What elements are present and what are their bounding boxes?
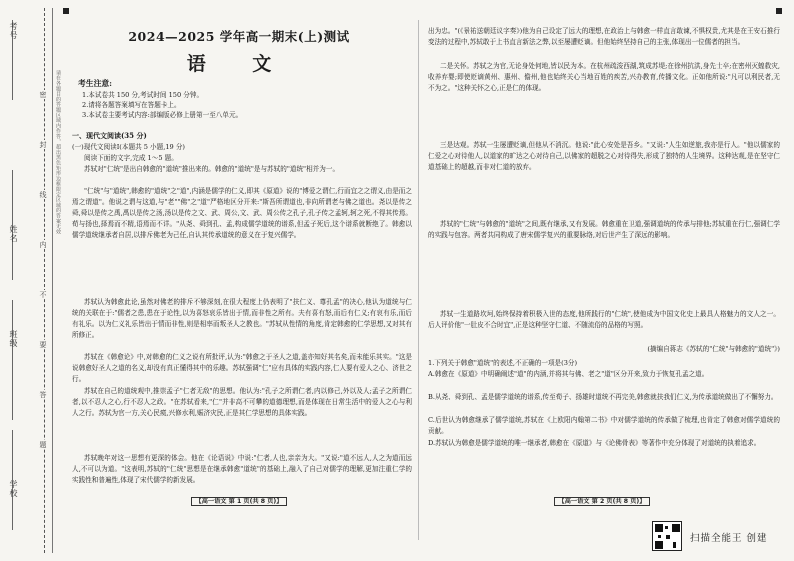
question-option: A.韩愈在《原道》中明确阐述"道"的内涵,并将其与佛、老之"道"区分开来,致力于恢复孔孟之道。 — [428, 370, 709, 378]
notice-item: 3.本试卷主要考试内容:部编版必修上册第一至八单元。 — [82, 111, 243, 119]
seal-word: 线 — [39, 191, 47, 198]
notice-item: 1.本试卷共 150 分,考试时间 150 分钟。 — [82, 91, 204, 99]
passage-paragraph: 苏轼认为韩愈此论,虽然对佛老的排斥不够深刻,在很大程度上仍表明了"扶仁义、尊孔孟"的决心,他认为道统与仁统的关联在于:"儒者之患,患在于论性,以为喜怒哀乐皆出于情,而非性之所有。夫有喜有怒,而后有仁义;有哀有乐,而后有礼乐。以为仁义礼乐皆出于情而非性,则是相率而叛圣人之教也。"苏轼从性情的角度,肯定韩愈的仁学思想,又对其有所修正。 — [72, 298, 412, 339]
seal-word: 不 — [39, 291, 47, 298]
seal-word: 封 — [39, 141, 47, 148]
section-heading: 一、现代文阅读(35 分) — [72, 131, 147, 140]
page-footer-label: 【高一语文 第 1 页(共 8 页)】 — [191, 497, 288, 506]
question-option: D.苏轼认为韩愈是儒学道统的唯一继承者,韩愈在《原道》与《论佛骨表》等著作中充分体现了对道统的执着追求。 — [428, 439, 761, 447]
qr-code-icon — [652, 521, 682, 551]
right-column — [424, 0, 780, 561]
passage-paragraph: 三是达观。苏轼一生屡遭贬谪,但他从不消沉。他说:"此心安处是吾乡。"又说:"人生如逆旅,我亦是行人。"他以儒家的仁爱之心对待他人,以道家的旷达之心对待自己,以佛家的超脱之心对待得失,形成了独特的人生境界。这种达观,是在坚守仁道基础上的超越,而非对仁道的放弃。 — [428, 141, 780, 171]
seal-word: 题 — [39, 441, 47, 448]
passage-paragraph: 出为忠。"(《景祐送朝廷议字奏》)他为自己设定了远大的理想,在政治上与韩愈一样直言敢谏,不惧权贵,尤其是在王安石推行变法的过程中,苏轼敢于上书直言新法之弊,以至屡遭贬谪。但他始终坚持自己的主张,体现出一位儒者的担当。 — [428, 27, 780, 46]
passage-paragraph: 苏轼一生道路坎坷,始终保持着积极入世的态度,他所践行的"仁统",使他成为中国文化史上最具人格魅力的文人之一。后人评价他"一肚皮不合时宜",正是这种坚守仁道、不随流俗的品格的写照。 — [428, 310, 780, 329]
question-option: C.后世认为韩愈继承了儒学道统,苏轼在《上欧阳内翰第二书》中对儒学道统的传承做了梳理,也肯定了韩愈对儒学道统的贡献。 — [428, 416, 780, 435]
binding-note: 请在各题目的答题区域内作答，超出黑色矩形边框限定区域的答案无效 — [55, 70, 61, 235]
field-class: 班级 — [9, 330, 18, 348]
passage-paragraph: 苏轼的"仁统"与韩愈的"道统"之间,既有继承,又有发展。韩愈重在卫道,强调道统的传承与排他;苏轼重在行仁,强调仁学的实践与包容。两者共同构成了唐宋儒学复兴的重要脉络,对后世产生了深远的影响。 — [428, 220, 780, 239]
subject-title: 语 文 — [186, 53, 292, 75]
field-exam-number: 考号 — [9, 22, 18, 40]
passage-paragraph: 苏轼在自己的道统观中,推崇孟子"仁者无敌"的思想。他认为:"孔子之所谓仁者,内以修己,外以及人;孟子之所谓仁者,以不忍人之心,行不忍人之政。"在苏轼看来,"仁"并非高不可攀的道德理想,而是体现在日常生活中的爱人之心与利人之行。苏轼为官一方,关心民瘼,兴修水利,赈济灾民,正是其仁学思想的具体实践。 — [72, 387, 412, 417]
exam-title: 2024—2025 学年高一期末(上)测试 — [128, 29, 350, 44]
sub-heading: (一)现代文阅读Ⅰ(本题共 5 小题,19 分) — [72, 143, 185, 151]
seal-word: 答 — [39, 391, 47, 398]
page-footer — [169, 496, 309, 505]
seal-line — [52, 8, 53, 553]
passage-source: (摘编自蒋志《苏轼的"仁统"与韩愈的"道统"》) — [647, 345, 780, 353]
seal-word: 密 — [39, 91, 47, 98]
field-line — [12, 300, 13, 420]
notice-item: 2.请将各题答案填写在答题卡上。 — [82, 101, 181, 109]
passage-paragraph: 苏轼对"仁统"是出自韩愈的"道统"推出来的。韩愈的"道统"是与苏轼的"道统"相并为一。 — [84, 165, 340, 173]
passage-paragraph: "仁统"与"道统",韩愈的"道统"之"道",内涵是儒学的仁义,即其《原道》说的"博爱之谓仁,行而宜之之谓义,由是而之焉之谓道"。他说之谓与这道,与"老""佛"之"道"严格地区分开来:"斯吾所谓道也,非向所谓老与佛之道也。尧以是传之舜,舜以是传之禹,禹以是传之汤,汤以是传之文、武、周公,文、武、周公传之孔子,孔子传之孟轲,轲之死,不得其传焉。荀与扬也,择焉而不精,语焉而不详。"从尧、舜到孔、孟,构成儒学道统的谱系,但孟子死后,这个谱系就断绝了。韩愈以儒学道统继承者自居,以排斥佛老为己任,自认其传承道统的意义在于复兴儒学。 — [72, 187, 412, 239]
passage-paragraph: 苏轼晚年对这一思想有更深的体会。他在《论语说》中说:"仁者,人也,亲亲为大。"又说:"道不远人,人之为道而远人,不可以为道。"这表明,苏轼的"仁统"思想是在继承韩愈"道统"的基础上,融入了自己对儒学的理解,更加注重仁学的实践性和普遍性,体现了宋代儒学的新发展。 — [72, 454, 412, 484]
field-name: 姓名 — [9, 225, 18, 243]
field-school: 学校 — [9, 480, 18, 498]
page-footer-label: 【高一语文 第 2 页(共 8 页)】 — [554, 497, 651, 506]
passage-paragraph: 苏轼在《韩愈论》中,对韩愈的仁义之说有所批评,认为:"韩愈之于圣人之道,盖亦知好其名矣,而未能乐其实。"这是说韩愈好圣人之道的名义,却没有真正懂得其中的乐趣。苏轼强调"仁"应有具体的实践内容,仁人要有爱人之心、济世之行。 — [72, 353, 412, 383]
page-footer — [532, 496, 672, 505]
left-column — [66, 0, 412, 561]
seal-word: 内 — [39, 241, 47, 248]
scan-label: 扫描全能王 创建 — [690, 533, 768, 544]
instruction: 阅读下面的文字,完成 1～5 题。 — [84, 154, 178, 162]
seal-word: 要 — [39, 341, 47, 348]
column-divider — [418, 20, 419, 540]
notice-heading: 考生注意: — [78, 79, 113, 88]
question-stem: 1.下列关于韩愈"道统"的表述,不正确的一项是(3分) — [428, 359, 578, 367]
question-option: B.从尧、舜到孔、孟是儒学道统的谱系,传至荀子、扬雄时道统不再完美,韩愈就扶我们仁义,为传承道统做出了不懈努力。 — [428, 393, 778, 401]
passage-paragraph: 二是关怀。苏轼之为官,无论身处何地,皆以民为本。在杭州疏浚西湖,筑成苏堤;在徐州抗洪,身先士卒;在密州灭蝗救灾,收养弃婴;即使贬谪黄州、惠州、儋州,他也始终关心当地百姓的疾苦,兴办教育,传播文化。正如他所说:"凡可以利民者,无不为之。"这种关怀之心,正是仁的体现。 — [428, 62, 780, 92]
binding-margin — [0, 0, 62, 561]
